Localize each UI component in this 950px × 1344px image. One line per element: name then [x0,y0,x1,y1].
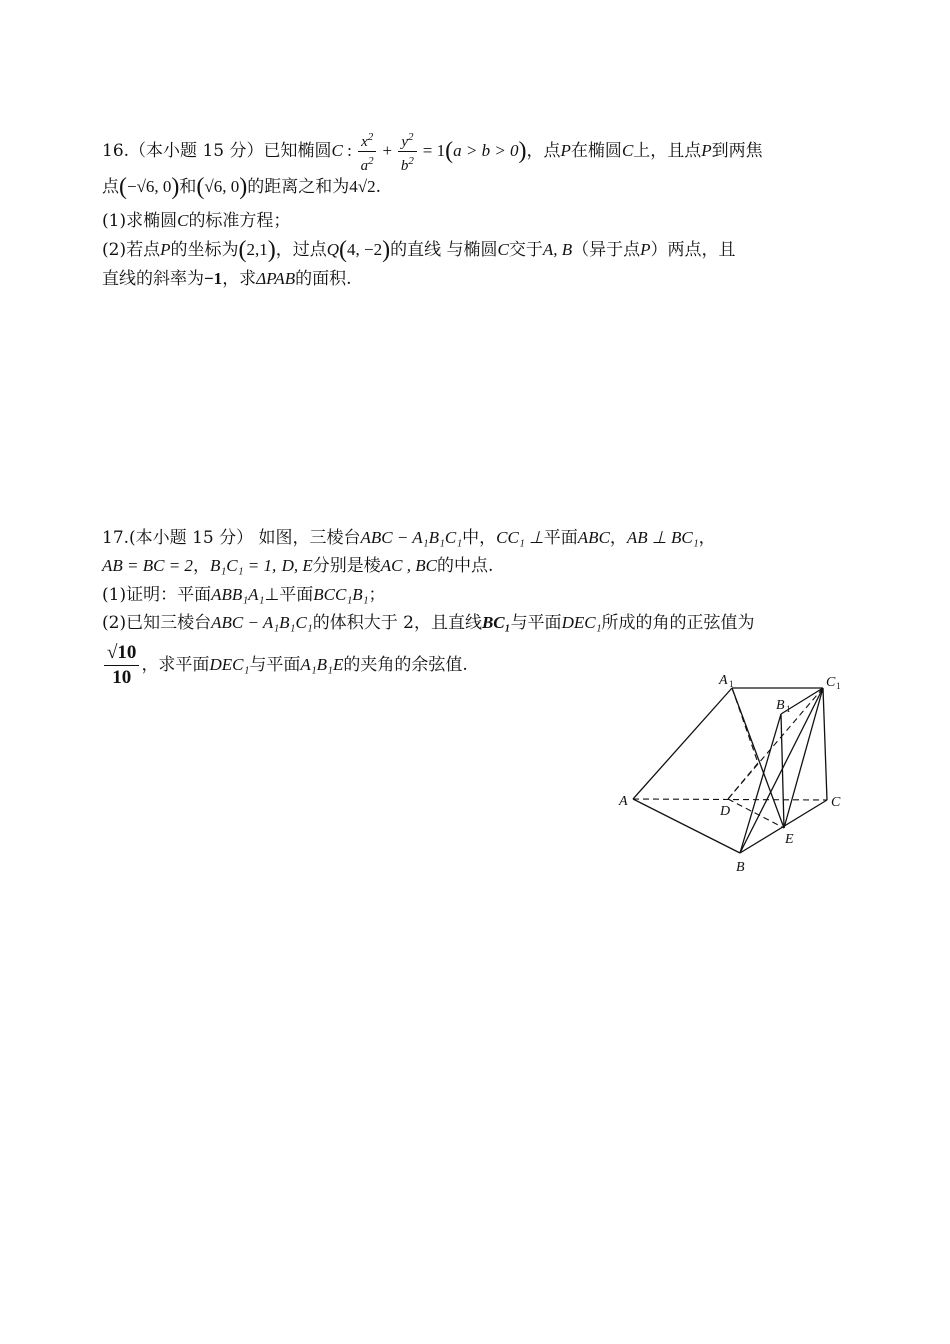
q16-focus-1: −√6, 0 [127,177,172,196]
q17-t5: ， [192,556,210,576]
figure-labels [618,673,841,875]
q16-line-2: 点(−√6, 0)和(√6, 0)的距离之和为4√2. [102,174,382,200]
q16-part-1 [102,206,290,236]
q17-abc: ABC [577,528,610,547]
label-b: B [736,860,745,875]
q17-p1-b: 平面 [279,585,314,605]
q16-part2-g: ）两点，且 [650,240,736,260]
q16-part-2-cont [102,264,352,294]
q16-part2-coord: 2,1 [246,240,268,259]
q16-t6: 和 [179,177,197,197]
q17-t2: 平面 [543,528,578,548]
q17-p2-plane: DEC₁ [561,613,602,632]
label-b1: B [776,698,785,713]
q16-part2-p: P [160,240,171,259]
label-d: D [720,804,731,819]
q16-line-1: 16.（本小题 15 分）已知椭圆C : $\frac{x^2}{a^2}$ + $\frac{y^2}{b^2}$ = 1(a > b > 0)，点P在椭圆C上，且点P到两焦 [102,128,763,175]
q17-p1-a: (1)证明：平面 [102,585,212,605]
q16-frac-y: $\frac{y^2}{b^2}$ [398,128,416,175]
q16-part1-a: (1)求椭圆 [102,211,178,231]
q16-part2-h: 直线的斜率为 [102,269,204,289]
q17-part-1 [102,580,386,610]
q16-t5: 点 [102,177,119,197]
q16-part2-tri: ΔPAB [256,269,296,288]
q16-t3: 上，且点 [633,141,702,161]
q16-part2-ab: A, B [542,240,573,259]
q16-part1-c: C [177,211,189,230]
q17-cc1: CC₁ ⊥ [496,528,544,547]
q16-t1: ，点 [526,141,561,161]
edge-de [728,799,784,828]
q17-p1-perp: ⊥ [264,585,280,604]
edge-a1-mid [732,688,758,763]
q17-p2-line: BC₁ [481,613,511,632]
q16-colon: : [342,141,357,160]
q16-p: P [560,141,571,160]
q17-p2-b: 的体积大于 2，且直线 [312,613,482,633]
q16-part1-b: 的标准方程； [188,211,291,231]
q17-p2-plane3: A₁B₁E [300,655,344,674]
q17-part-2-cont [102,640,468,690]
q16-part2-j: 的面积. [295,269,352,289]
q16-part2-qc: 4, −2 [347,240,383,259]
q17-lead: 17.(本小题 15 分） 如图，三棱台 [102,528,361,548]
q16-part2-slope: −1 [204,269,223,288]
q17-p2-plane2: DEC₁ [209,655,250,674]
q17-p2-a: (2)已知三棱台 [102,613,212,633]
label-a: A [619,794,628,809]
q17-p2-g: 的夹角的余弦值. [343,655,468,675]
q16-part2-c: ，过点 [275,240,327,260]
label-b1-sub: 1 [786,704,791,714]
q17-p2-e: ，求平面 [141,655,210,675]
q17-p2-d: 所成的角的正弦值为 [601,613,755,633]
q16-ellipse-c: C [331,141,343,160]
q17-t6: 分别是棱 [312,556,381,576]
q16-part2-d: 的直线 与椭圆 [390,240,498,260]
q16-t2: 在椭圆 [570,141,622,161]
q16-cond: a > b > 0 [453,141,519,160]
q16-focus-2: √6, 0 [204,177,240,196]
q16-t4: 到两焦 [711,141,763,161]
q17-t7: 的中点. [436,556,494,576]
q16-frac-x: $\frac{x^2}{a^2}$ [358,128,376,175]
q17-p2-frustum: ABC − A₁B₁C₁ [211,613,313,632]
label-a1: A [719,673,728,688]
edge-c1c [823,688,827,800]
q16-part2-i: ，求 [222,269,257,289]
q17-p2-c: 与平面 [510,613,562,633]
q17-frustum: ABC − A₁B₁C₁ [360,528,463,547]
q17-t1: 中， [462,528,497,548]
q16-part2-p2: P [640,240,651,259]
q17-de: D, E [281,556,313,575]
q17-line-2 [102,551,493,581]
q16-part2-q: Q [326,240,340,259]
q17-sine-fraction: $\frac{√10}{10}$ [104,641,139,690]
q17-p1-c: ； [368,585,386,605]
q17-eq1: AB = BC = 2 [102,556,193,575]
q17-ab-bc: AB ⊥ BC₁ [626,528,699,547]
q16-t8: . [375,177,382,197]
q16-part2-e: 交于 [508,240,543,260]
q17-line-1 [102,523,716,553]
q16-eq-tail: = 1 [418,141,446,160]
frustum-figure [612,668,862,878]
q16-part-2: (2)若点P的坐标为(2,1)，过点Q(4, −2)的直线 与椭圆C交于A, B（异于点P）两点，且 [102,237,736,263]
q17-p1-plane1: ABB₁A₁ [211,585,265,604]
q17-part-2 [102,608,754,638]
label-c1-sub: 1 [836,681,841,691]
q17-p2-f: 与平面 [249,655,301,675]
q16-part2-f: （异于点 [572,240,641,260]
q17-eq2: B₁C₁ = 1, [209,556,277,575]
q17-t3: ， [609,528,627,548]
q16-part2-b: 的坐标为 [170,240,239,260]
q16-lead: 16.（本小题 15 分）已知椭圆 [102,141,332,161]
q16-p2: P [701,141,712,160]
q16-sum: 4√2 [349,177,376,196]
q17-p1-plane2: BCC₁B₁ [313,585,369,604]
q16-part2-a: (2)若点 [102,240,161,260]
label-e: E [785,832,794,847]
label-c: C [831,795,841,810]
edge-a1a [633,688,732,799]
figure-solid-edges [633,688,827,853]
q17-acbc: AC , BC [380,556,437,575]
q17-t4: ， [698,528,716,548]
q16-c2: C [621,141,634,160]
q16-t7: 的距离之和为 [247,177,350,197]
q16-part2-cc: C [497,240,509,259]
label-c1: C [826,675,836,690]
label-a1-sub: 1 [729,679,734,689]
